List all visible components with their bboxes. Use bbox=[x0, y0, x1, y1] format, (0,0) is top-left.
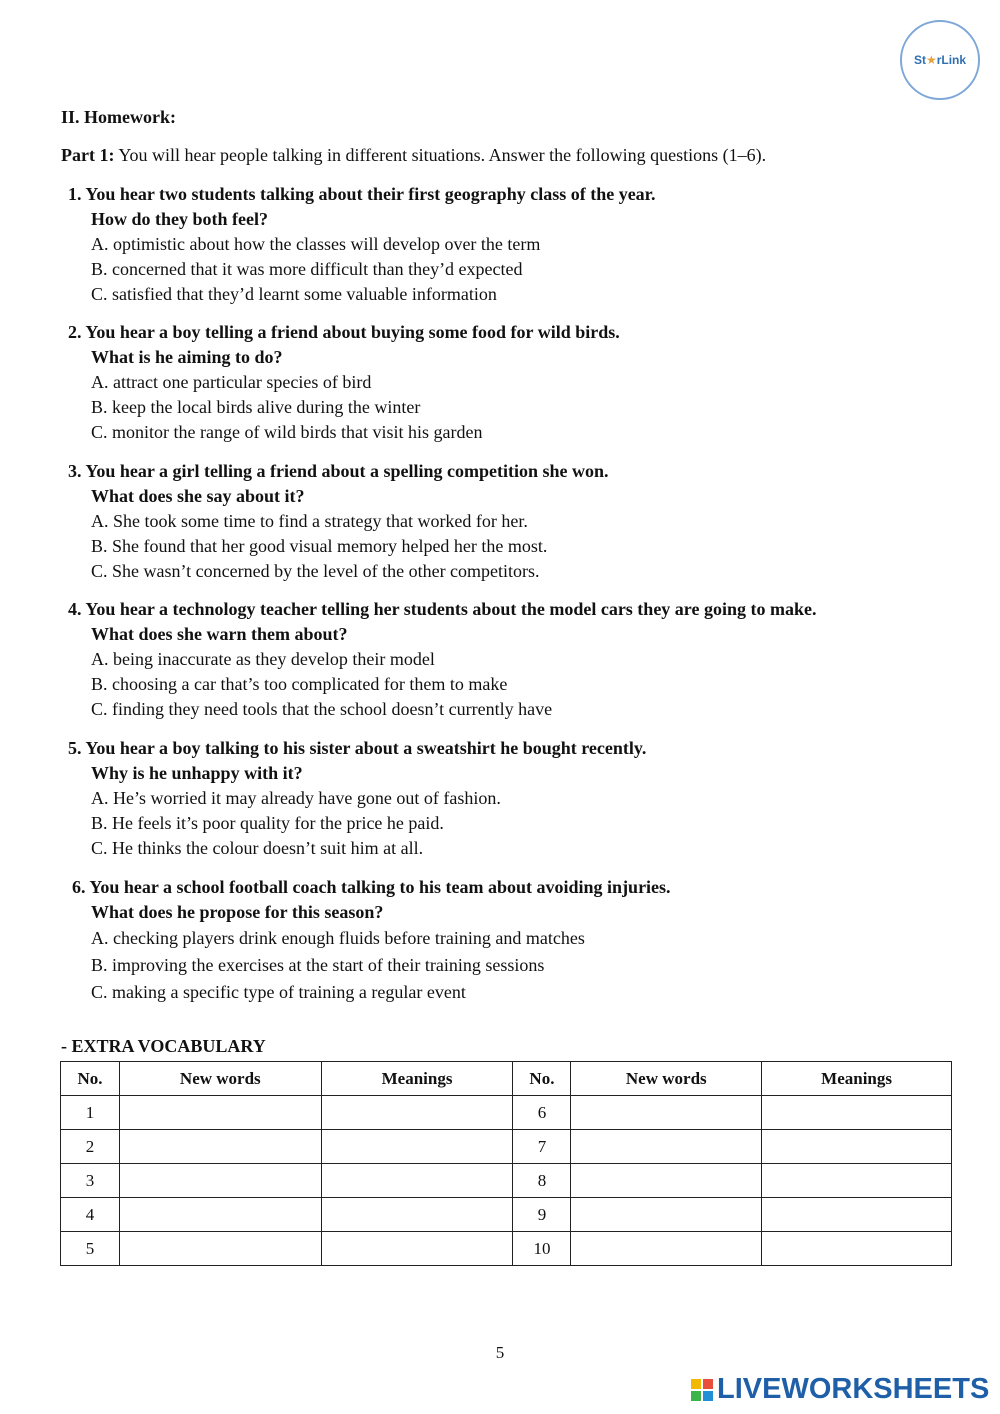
option-b[interactable]: B. choosing a car that’s too complicated for them to make bbox=[91, 674, 508, 694]
row-number: 9 bbox=[513, 1198, 571, 1232]
meaning-cell[interactable] bbox=[321, 1164, 513, 1198]
row-number: 6 bbox=[513, 1096, 571, 1130]
header-new-words: New words bbox=[571, 1062, 762, 1096]
option-a[interactable]: A. checking players drink enough fluids before training and matches bbox=[91, 928, 585, 948]
new-word-cell[interactable] bbox=[119, 1096, 321, 1130]
option-b[interactable]: B. keep the local birds alive during the winter bbox=[91, 397, 421, 417]
question-stem: 4. You hear a technology teacher telling her students about the model cars they are going to make. bbox=[68, 599, 817, 619]
option-c[interactable]: C. She wasn’t concerned by the level of the other competitors. bbox=[91, 561, 540, 581]
row-number: 8 bbox=[513, 1164, 571, 1198]
new-word-cell[interactable] bbox=[571, 1164, 762, 1198]
option-c[interactable]: C. finding they need tools that the school doesn’t currently have bbox=[91, 699, 553, 719]
option-a[interactable]: A. She took some time to find a strategy that worked for her. bbox=[91, 511, 528, 531]
page-number: 5 bbox=[495, 1343, 505, 1362]
new-word-cell[interactable] bbox=[119, 1164, 321, 1198]
option-a[interactable]: A. He’s worried it may already have gone out of fashion. bbox=[91, 788, 501, 808]
vocab-title: - EXTRA VOCABULARY bbox=[61, 1036, 266, 1056]
option-b[interactable]: B. concerned that it was more difficult than they’d expected bbox=[91, 259, 523, 279]
new-word-cell[interactable] bbox=[571, 1198, 762, 1232]
question-prompt: Why is he unhappy with it? bbox=[91, 763, 303, 783]
meaning-cell[interactable] bbox=[321, 1198, 513, 1232]
header-no: No. bbox=[513, 1062, 571, 1096]
question-3 bbox=[68, 459, 968, 584]
table-row bbox=[61, 1198, 952, 1232]
option-b[interactable]: B. She found that her good visual memory helped her the most. bbox=[91, 536, 548, 556]
starlink-logo bbox=[900, 20, 980, 100]
option-c[interactable]: C. making a specific type of training a regular event bbox=[91, 982, 466, 1002]
header-no: No. bbox=[61, 1062, 120, 1096]
question-4 bbox=[68, 597, 968, 722]
section-title: II. Homework: bbox=[61, 107, 176, 127]
new-word-cell[interactable] bbox=[571, 1232, 762, 1266]
row-number: 10 bbox=[513, 1232, 571, 1266]
row-number: 4 bbox=[61, 1198, 120, 1232]
color-block bbox=[703, 1391, 713, 1401]
option-c[interactable]: C. monitor the range of wild birds that visit his garden bbox=[91, 422, 483, 442]
question-prompt: How do they both feel? bbox=[91, 209, 268, 229]
new-word-cell[interactable] bbox=[571, 1130, 762, 1164]
table-row bbox=[61, 1130, 952, 1164]
question-prompt: What is he aiming to do? bbox=[91, 347, 283, 367]
table-row bbox=[61, 1164, 952, 1198]
question-prompt: What does he propose for this season? bbox=[91, 902, 384, 922]
option-a[interactable]: A. optimistic about how the classes will develop over the term bbox=[91, 234, 541, 254]
option-b[interactable]: B. improving the exercises at the start of their training sessions bbox=[91, 955, 545, 975]
question-stem: 2. You hear a boy telling a friend about buying some food for wild birds. bbox=[68, 322, 620, 342]
row-number: 3 bbox=[61, 1164, 120, 1198]
question-6 bbox=[72, 875, 972, 1006]
star-icon: ★ bbox=[925, 53, 937, 67]
liveworksheets-blocks-icon bbox=[691, 1379, 713, 1401]
new-word-cell[interactable] bbox=[119, 1198, 321, 1232]
new-word-cell[interactable] bbox=[119, 1232, 321, 1266]
header-new-words: New words bbox=[119, 1062, 321, 1096]
option-a[interactable]: A. attract one particular species of bird bbox=[91, 372, 372, 392]
color-block bbox=[691, 1379, 701, 1389]
liveworksheets-wordmark: LIVEWORKSHEETS bbox=[717, 1373, 990, 1405]
option-c[interactable]: C. He thinks the colour doesn’t suit him at all. bbox=[91, 838, 424, 858]
row-number: 7 bbox=[513, 1130, 571, 1164]
question-1 bbox=[68, 182, 968, 307]
meaning-cell[interactable] bbox=[762, 1164, 952, 1198]
meaning-cell[interactable] bbox=[762, 1198, 952, 1232]
meaning-cell[interactable] bbox=[762, 1232, 952, 1266]
question-2 bbox=[68, 320, 968, 445]
option-b[interactable]: B. He feels it’s poor quality for the price he paid. bbox=[91, 813, 444, 833]
meaning-cell[interactable] bbox=[321, 1096, 513, 1130]
header-meanings: Meanings bbox=[762, 1062, 952, 1096]
meaning-cell[interactable] bbox=[321, 1130, 513, 1164]
question-stem: 3. You hear a girl telling a friend about a spelling competition she won. bbox=[68, 461, 609, 481]
vocab-table bbox=[60, 1061, 952, 1266]
question-stem: 6. You hear a school football coach talking to his team about avoiding injuries. bbox=[72, 877, 671, 897]
new-word-cell[interactable] bbox=[119, 1130, 321, 1164]
row-number: 5 bbox=[61, 1232, 120, 1266]
question-stem: 1. You hear two students talking about their first geography class of the year. bbox=[68, 184, 656, 204]
part-label: Part 1: bbox=[61, 145, 115, 165]
header-meanings: Meanings bbox=[321, 1062, 513, 1096]
question-stem: 5. You hear a boy talking to his sister about a sweatshirt he bought recently. bbox=[68, 738, 647, 758]
meaning-cell[interactable] bbox=[321, 1232, 513, 1266]
row-number: 1 bbox=[61, 1096, 120, 1130]
table-row bbox=[61, 1232, 952, 1266]
question-prompt: What does she say about it? bbox=[91, 486, 305, 506]
meaning-cell[interactable] bbox=[762, 1096, 952, 1130]
starlink-logo-text: St★rLink bbox=[913, 53, 967, 67]
meaning-cell[interactable] bbox=[762, 1130, 952, 1164]
color-block bbox=[691, 1391, 701, 1401]
part-instruction-text: You will hear people talking in different situations. Answer the following questions (1–6). bbox=[114, 145, 767, 165]
liveworksheets-logo[interactable] bbox=[691, 1373, 989, 1406]
table-header-row bbox=[61, 1062, 952, 1096]
option-c[interactable]: C. satisfied that they’d learnt some valuable information bbox=[91, 284, 497, 304]
table-row bbox=[61, 1096, 952, 1130]
row-number: 2 bbox=[61, 1130, 120, 1164]
question-5 bbox=[68, 736, 968, 861]
question-prompt: What does she warn them about? bbox=[91, 624, 348, 644]
part-instruction bbox=[61, 145, 766, 166]
option-a[interactable]: A. being inaccurate as they develop their model bbox=[91, 649, 435, 669]
color-block bbox=[703, 1379, 713, 1389]
new-word-cell[interactable] bbox=[571, 1096, 762, 1130]
